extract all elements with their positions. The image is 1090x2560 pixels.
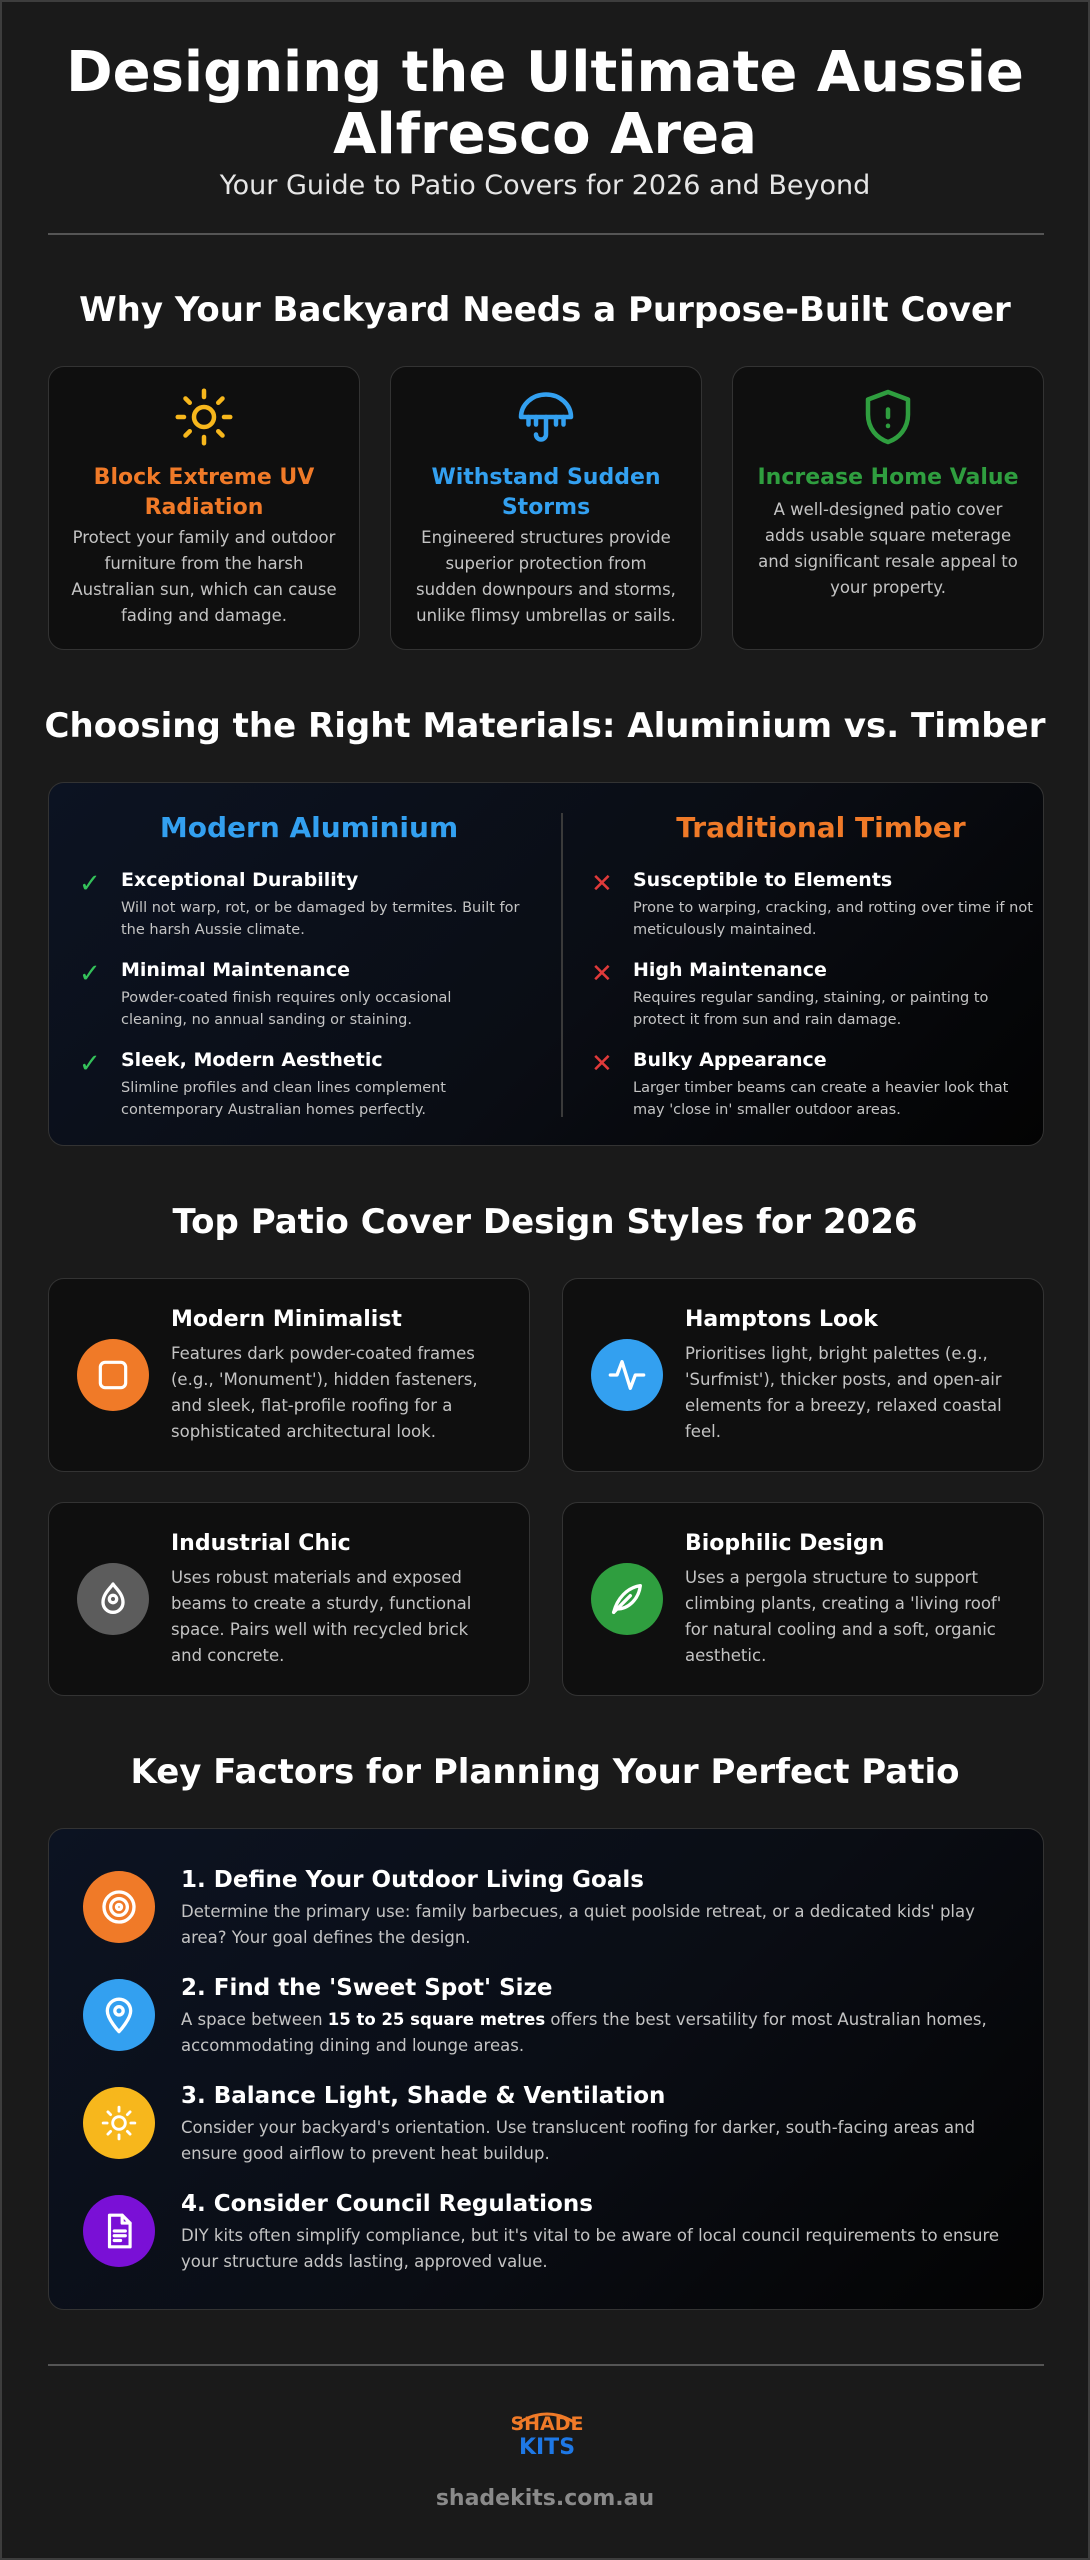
style-card-text: Features dark powder-coated frames (e.g., 'Monument'), hidden fasteners, and sleek, flat-profile roofing for a sophisticated architectural look.: [171, 1344, 478, 1441]
title-line-1: Designing the Ultimate Aussie: [66, 40, 1024, 105]
mat-item-text: Prone to warping, cracking, and rotting over time if not meticulously maintained.: [633, 900, 1033, 938]
factor-council: [83, 2191, 1013, 2271]
sun-icon: [83, 2087, 155, 2159]
fire-icon: [77, 1563, 149, 1635]
why-section-title: Why Your Backyard Needs a Purpose-Built Cover: [79, 290, 1011, 330]
materials-comparison: [48, 782, 1044, 1146]
why-card-value: [732, 366, 1044, 650]
factor-text: Determine the primary use: family barbecues, a quiet poolside retreat, or a dedicated kids' play area? Your goal defines the design.: [181, 1902, 975, 1947]
factor-title: 2. Find the 'Sweet Spot' Size: [181, 1975, 553, 2001]
factor-title: 1. Define Your Outdoor Living Goals: [181, 1867, 644, 1893]
shield-icon: [733, 387, 1043, 447]
style-card-minimalist: [48, 1278, 530, 1472]
mat-item-text: Requires regular sanding, staining, or painting to protect it from sun and rain damage.: [633, 990, 989, 1028]
factor-text: A space between 15 to 25 square metres offers the best versatility for most Australian homes, accommodating dining and lounge areas.: [181, 2010, 987, 2055]
factor-text: Consider your backyard's orientation. Use translucent roofing for darker, south-facing areas and ensure good airflow to prevent heat buildup.: [181, 2118, 976, 2163]
aluminium-title: Modern Aluminium: [159, 811, 459, 844]
mat-item-text: Will not warp, rot, or be damaged by termites. Built for the harsh Aussie climate.: [121, 900, 520, 938]
square-icon: [77, 1339, 149, 1411]
style-card-title: Hamptons Look: [685, 1307, 878, 1332]
style-card-hamptons: [562, 1278, 1044, 1472]
styles-section-title: Top Patio Cover Design Styles for 2026: [172, 1202, 918, 1242]
mat-item-title: High Maintenance: [633, 959, 827, 981]
cross-icon: ✕: [591, 959, 613, 989]
footer-url[interactable]: shadekits.com.au: [435, 2486, 655, 2511]
style-card-industrial: [48, 1502, 530, 1696]
factor-text: DIY kits often simplify compliance, but it's vital to be aware of local council requirements to ensure your structure adds lasting, approved value.: [181, 2226, 1000, 2271]
mat-item-text: Powder-coated finish requires only occasional cleaning, no annual sanding or staining.: [121, 990, 452, 1028]
why-card-text: A well-designed patio cover adds usable square meterage and significant resale appeal to your property.: [758, 500, 1018, 597]
target-icon: [83, 1871, 155, 1943]
header-divider: [48, 233, 1044, 235]
svg-text:SHADE: SHADE: [510, 2413, 584, 2435]
why-card-title: Increase Home Value: [757, 465, 1019, 490]
style-card-text: Prioritises light, bright palettes (e.g., 'Surfmist'), thicker posts, and open-air elements for a breezy, relaxed coastal feel.: [685, 1344, 1002, 1441]
check-icon: ✓: [79, 959, 101, 989]
pulse-icon: [591, 1339, 663, 1411]
mat-item-title: Exceptional Durability: [121, 869, 359, 891]
factor-size: [83, 1975, 1013, 2055]
materials-divider: [561, 813, 563, 1117]
check-icon: ✓: [79, 1049, 101, 1079]
factors-section-title: Key Factors for Planning Your Perfect Patio: [130, 1752, 960, 1792]
cross-icon: ✕: [591, 1049, 613, 1079]
why-card-storms: [390, 366, 702, 650]
footer-divider: [48, 2364, 1044, 2366]
page-title: [2, 42, 1088, 166]
umbrella-icon: [391, 387, 701, 447]
mat-item-title: Susceptible to Elements: [633, 869, 893, 891]
why-card-text: Protect your family and outdoor furniture from the harsh Australian sun, which can cause fading and damage.: [71, 528, 337, 625]
mat-item-title: Sleek, Modern Aesthetic: [121, 1049, 383, 1071]
why-card-uv: [48, 366, 360, 650]
style-card-text: Uses a pergola structure to support climbing plants, creating a 'living roof' for natural cooling and a soft, organic aesthetic.: [685, 1568, 1002, 1665]
check-icon: ✓: [79, 869, 101, 899]
factor-light: [83, 2083, 1013, 2163]
why-card-title: Withstand Sudden Storms: [431, 465, 661, 520]
mat-item-title: Bulky Appearance: [633, 1049, 827, 1071]
style-card-title: Modern Minimalist: [171, 1307, 402, 1332]
mat-item-text: Larger timber beams can create a heavier look that may 'close in' smaller outdoor areas.: [633, 1080, 1009, 1118]
title-line-2: Alfresco Area: [333, 102, 757, 167]
location-pin-icon: [83, 1979, 155, 2051]
shadekits-logo: [507, 2400, 587, 2464]
factor-title: 3. Balance Light, Shade & Ventilation: [181, 2083, 666, 2109]
factors-panel: [48, 1828, 1044, 2310]
materials-section-title: Choosing the Right Materials: Aluminium vs. Timber: [44, 706, 1046, 746]
document-icon: [83, 2195, 155, 2267]
style-card-biophilic: [562, 1502, 1044, 1696]
leaf-icon: [591, 1563, 663, 1635]
why-card-title: Block Extreme UV Radiation: [93, 465, 315, 520]
style-card-title: Biophilic Design: [685, 1531, 885, 1556]
cross-icon: ✕: [591, 869, 613, 899]
style-card-text: Uses robust materials and exposed beams to create a sturdy, functional space. Pairs well with recycled brick and concrete.: [171, 1568, 472, 1665]
page-subtitle: Your Guide to Patio Covers for 2026 and Beyond: [219, 170, 871, 201]
factor-highlight: 15 to 25 square metres: [327, 2010, 546, 2029]
factor-goals: [83, 1867, 1013, 1947]
mat-item-title: Minimal Maintenance: [121, 959, 350, 981]
mat-item-text: Slimline profiles and clean lines complement contemporary Australian homes perfectly.: [121, 1080, 446, 1118]
sun-icon: [49, 387, 359, 447]
why-card-text: Engineered structures provide superior protection from sudden downpours and storms, unlike flimsy umbrellas or sails.: [416, 528, 676, 625]
timber-title: Traditional Timber: [676, 811, 966, 844]
svg-text:KITS: KITS: [518, 2435, 576, 2460]
factor-title: 4. Consider Council Regulations: [181, 2191, 593, 2217]
style-card-title: Industrial Chic: [171, 1531, 351, 1556]
